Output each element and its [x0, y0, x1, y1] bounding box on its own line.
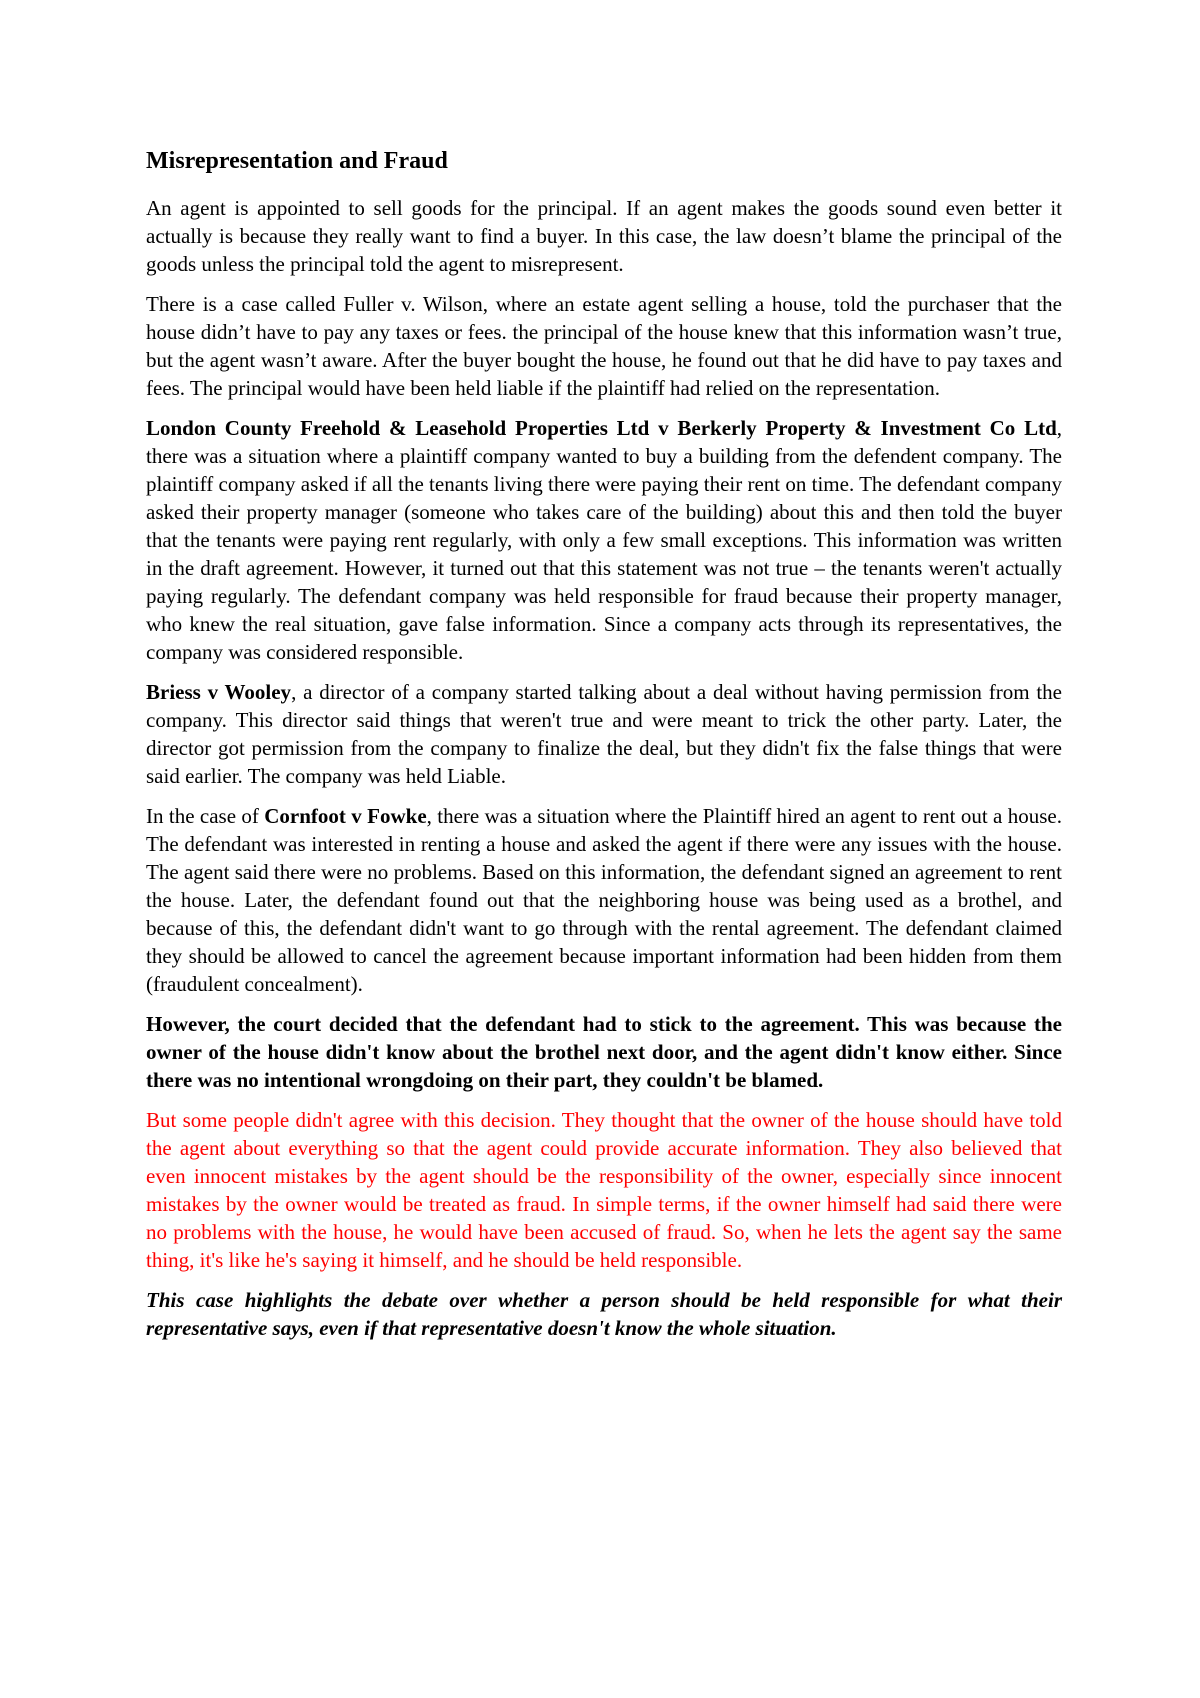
paragraph-london-county-text: , there was a situation where a plaintiff company wanted to buy a building from the defendent company. The plaintiff company asked if all the tenants living there were paying their rent on time. The defendant company asked their property manager (someone who takes care of the building) about this and then told the buyer that the tenants were paying rent regularly, with only a few small exceptions. This information was written in the draft agreement. However, it turned out that this statement was not true – the tenants weren't actually paying regularly. The defendant company was held responsible for fraud because their property manager, who knew the real situation, gave false information. Since a company acts through its representatives, the company was considered responsible. — [146, 416, 1062, 664]
case-name-cornfoot-v-fowke: Cornfoot v Fowke — [264, 804, 427, 828]
paragraph-court-decision: However, the court decided that the defendant had to stick to the agreement. This was because the owner of the house didn't know about the brothel next door, and the agent didn't know either. Since there was no intentional wrongdoing on their part, they couldn't be blamed. — [146, 1012, 1062, 1092]
paragraph-briess-v-wooley — [146, 678, 1062, 790]
paragraph-london-county — [146, 414, 1062, 666]
paragraph-dissent: But some people didn't agree with this decision. They thought that the owner of the house should have told the agent about everything so that the agent could provide accurate information. They also believed that even innocent mistakes by the agent should be the responsibility of the owner, especially since innocent mistakes by the owner would be treated as fraud. In simple terms, if the owner himself had said there were no problems with the house, he would have been accused of fraud. So, when he lets the agent say the same thing, it's like he's saying it himself, and he should be held responsible. — [146, 1108, 1062, 1272]
paragraph-intro: An agent is appointed to sell goods for the principal. If an agent makes the goods sound even better it actually is because they really want to find a buyer. In this case, the law doesn’t blame the principal of the goods unless the principal told the agent to misrepresent. — [146, 196, 1062, 276]
paragraph-conclusion: This case highlights the debate over whether a person should be held responsible for what their representative says, even if that representative doesn't know the whole situation. — [146, 1288, 1062, 1340]
case-name-briess-v-wooley: Briess v Wooley — [146, 680, 292, 704]
paragraph-fuller-v-wilson: There is a case called Fuller v. Wilson, where an estate agent selling a house, told the purchaser that the house didn’t have to pay any taxes or fees. the principal of the house knew that this information wasn’t true, but the agent wasn’t aware. After the buyer bought the house, he found out that he did have to pay taxes and fees. The principal would have been held liable if the plaintiff had relied on the representation. — [146, 292, 1062, 400]
document-page — [146, 146, 1062, 1354]
paragraph-cornfoot-v-fowke — [146, 802, 1062, 998]
paragraph-cornfoot-pre: In the case of — [146, 804, 265, 828]
paragraph-cornfoot-text: , there was a situation where the Plaintiff hired an agent to rent out a house. The defendant was interested in renting a house and asked the agent if there were any issues with the house. The agent said there were no problems. Based on this information, the defendant signed an agreement to rent the house. Later, the defendant found out that the neighboring house was being used as a brothel, and because of this, the defendant didn't want to go through with the rental agreement. The defendant claimed they should be allowed to cancel the agreement because important information had been hidden from them (fraudulent concealment). — [146, 804, 1062, 996]
paragraph-briess-text: , a director of a company started talking about a deal without having permission from the company. This director said things that weren't true and were meant to trick the other party. Later, the director got permission from the company to finalize the deal, but they didn't fix the false things that were said earlier. The company was held Liable. — [146, 680, 1062, 788]
document-title: Misrepresentation and Fraud — [146, 148, 448, 174]
case-name-london-county: London County Freehold & Leasehold Properties Ltd v Berkerly Property & Investment Co Ltd — [146, 416, 1057, 440]
